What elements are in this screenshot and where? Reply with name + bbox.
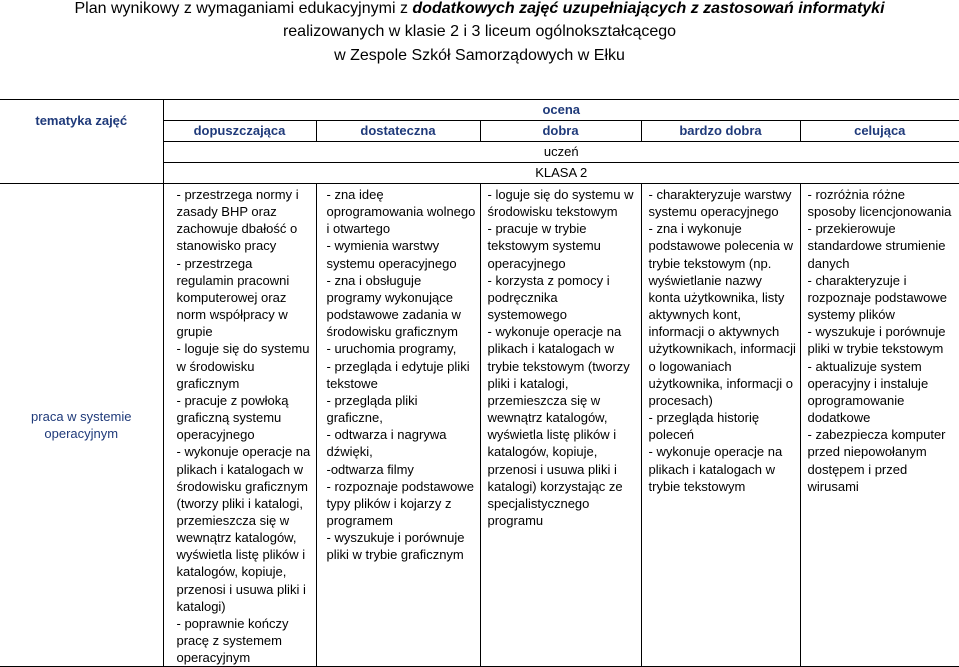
requirements-table (0, 99, 959, 667)
topic-header-spacer (0, 142, 163, 163)
level-bardzo-dobra: bardzo dobra (641, 121, 800, 142)
document-title-line-2: realizowanych w klasie 2 i 3 liceum ogólnokształcącego (282, 23, 677, 40)
grade-header: ocena (163, 100, 959, 121)
document-title-line-3: w Zespole Szkół Samorządowych w Ełku (334, 47, 625, 64)
document-title-line-1 (0, 0, 959, 18)
requirements-dobra: - loguje się do systemu w środowisku tekstowym - pracuje w trybie tekstowym systemu operacyjnego - korzysta z pomocy i podręcznika systemowego - wykonuje operacje na plikach i katalogach w trybie tekstowym (tworzy pliki i katalogi, przemieszcza się w wewnątrz katalogów, wyświetla listę plików i katalogów, kopiuje, przenosi i usuwa pliki i katalogi) korzystając ze specjalistycznego programu (480, 184, 641, 667)
topic-header: tematyka zajęć (0, 100, 163, 142)
klasa-spacer (0, 163, 163, 184)
requirements-bardzo-dobra: - charakteryzuje warstwy systemu operacyjnego - zna i wykonuje podstawowe polecenia w trybie tekstowym (np. wyświetlanie nazwy konta użytkownika, listy aktywnych kont, informacji o aktywnych użytkownikach, informacji o logowaniach użytkownika, informacji o procesach) - przegląda historię poleceń - wykonuje operacje na plikach i katalogach w trybie tekstowym (641, 184, 800, 667)
title-subject: dodatkowych zajęć uzupełniających z zastosowań informatyki (412, 0, 885, 17)
requirements-dostateczna: - zna ideę oprogramowania wolnego i otwartego - wymienia warstwy systemu operacyjnego - zna i obsługuje programy wykonujące podstawowe zadania w środowisku graficznym - uruchomia programy, - przegląda i edytuje pliki tekstowe - przegląda pliki graficzne, - odtwarza i nagrywa dźwięki, -odtwarza filmy - rozpoznaje podstawowe typy plików i kojarzy z programem - wyszukuje i porównuje pliki w trybie graficznym (316, 184, 480, 667)
level-dobra: dobra (480, 121, 641, 142)
level-celujaca: celująca (800, 121, 959, 142)
title-prefix: Plan wynikowy z wymaganiami edukacyjnymi z (74, 0, 413, 17)
requirements-celujaca: - rozróżnia różne sposoby licencjonowania - przekierowuje standardowe strumienie danych - charakteryzuje i rozpoznaje podstawowe systemy plików - wyszukuje i porównuje pliki w trybie tekstowym - aktualizuje system operacyjny i instaluje oprogramowanie dodatkowe - zabezpiecza komputer przed niepowołanym dostępem i przed wirusami (800, 184, 959, 667)
topic-cell: praca w systemie operacyjnym (0, 184, 163, 667)
level-dostateczna: dostateczna (316, 121, 480, 142)
requirements-dopuszczajaca: - przestrzega normy i zasady BHP oraz zachowuje dbałość o stanowisko pracy - przestrzega regulamin pracowni komputerowej oraz norm współpracy w grupie - loguje się do systemu w środowisku graficznym - pracuje z powłoką graficzną systemu operacyjnego - wykonuje operacje na plikach i katalogach w środowisku graficznym (tworzy pliki i katalogi, przemieszcza się w wewnątrz katalogów, wyświetla listę plików i katalogów, kopiuje, przenosi i usuwa pliki i katalogi) - poprawnie kończy pracę z systemem operacyjnym (163, 184, 316, 667)
student-header: uczeń (163, 142, 959, 163)
class-header: KLASA 2 (163, 163, 959, 184)
level-dopuszczajaca: dopuszczająca (163, 121, 316, 142)
